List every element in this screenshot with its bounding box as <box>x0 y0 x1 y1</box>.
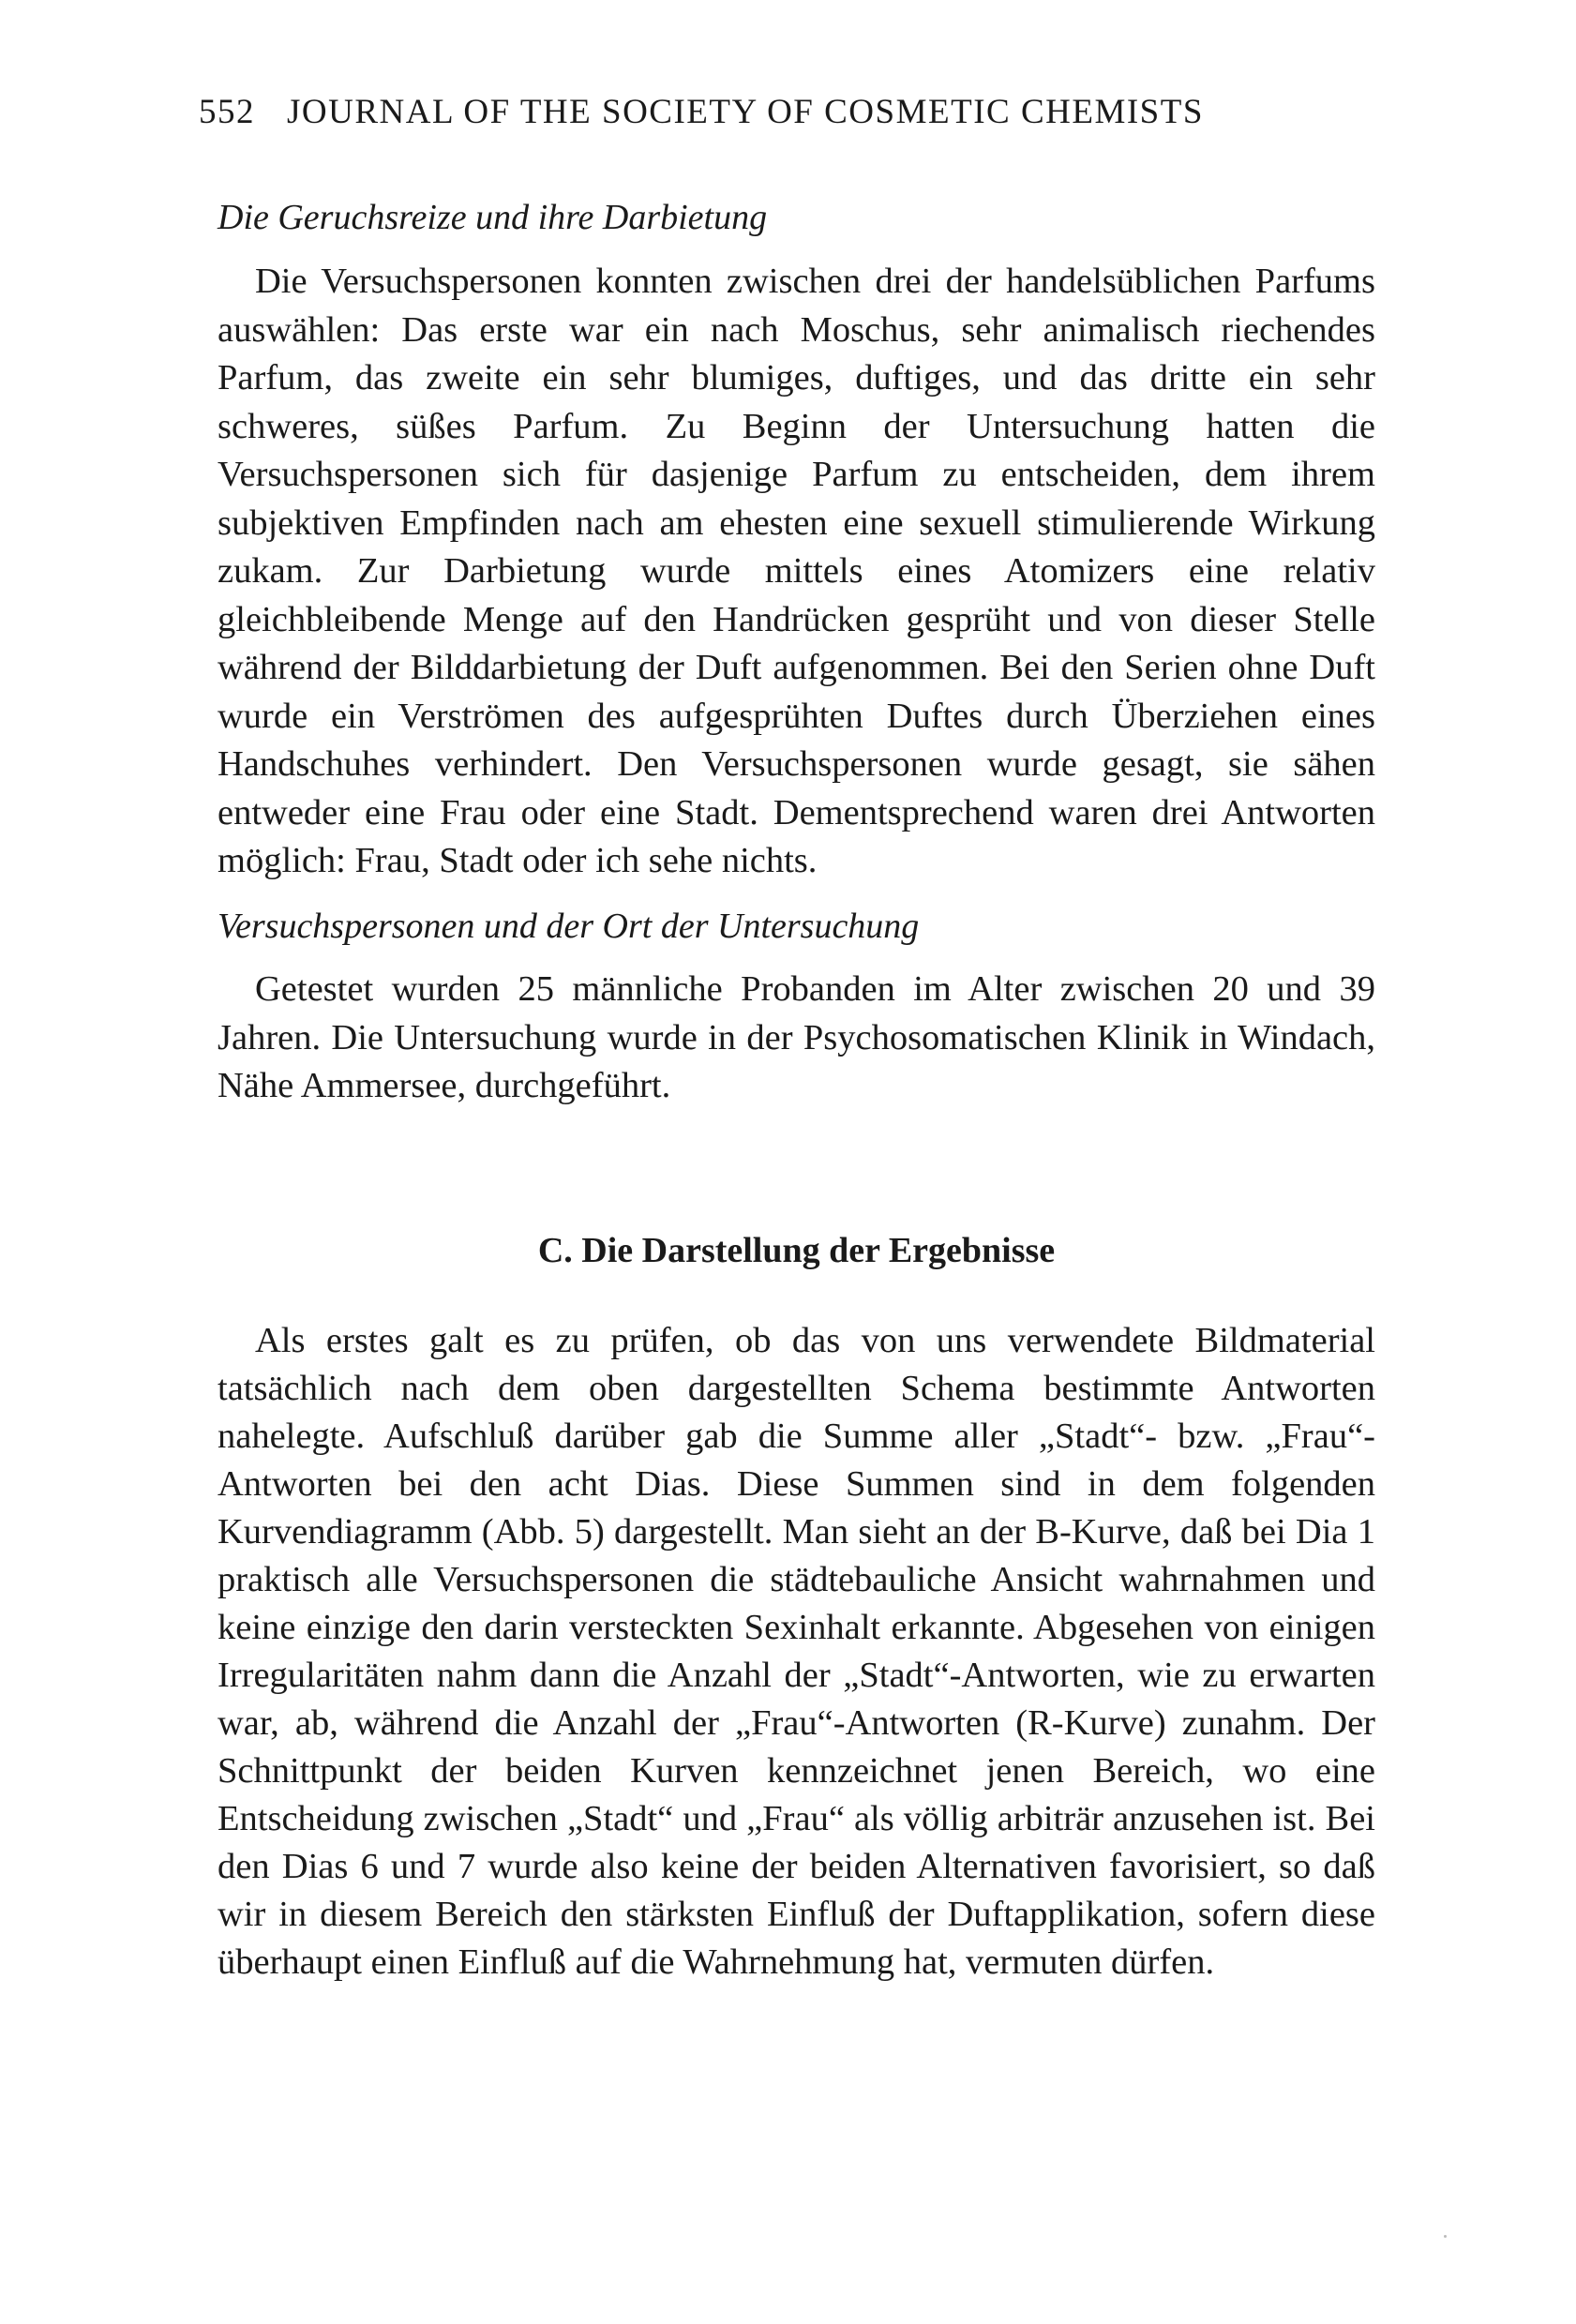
paragraph-ergebnisse: Als erstes galt es zu prüfen, ob das von uns verwendete Bildmaterial tatsächlich nach dem oben dargestellten Schema bestimmte Antworten nahelegte. Aufschluß darüber gab die Summe aller „Stadt“- bzw. „Frau“-Antworten bei den acht Dias. Diese Summen sind in dem folgenden Kurvendiagramm (Abb. 5) dargestellt. Man sieht an der B-Kurve, daß bei Dia 1 praktisch alle Versuchspersonen die städtebauliche Ansicht wahrnahmen und keine einzige den darin versteckten Sexinhalt erkannte. Abgesehen von einigen Irregularitäten nahm dann die Anzahl der „Stadt“-Antworten, wie zu erwarten war, ab, während die Anzahl der „Frau“-Antworten (R-Kurve) zunahm. Der Schnittpunkt der beiden Kurven kennzeichnet jenen Bereich, wo eine Entscheidung zwischen „Stadt“ und „Frau“ als völlig arbiträr anzusehen ist. Bei den Dias 6 und 7 wurde also keine der beiden Alternativen favorisiert, so daß wir in diesem Bereich den stärksten Einfluß der Duftapplikation, sofern diese überhaupt einen Einfluß auf die Wahrnehmung hat, vermuten dürfen. <box>218 1321 1375 1982</box>
journal-title: JOURNAL OF THE SOCIETY OF COSMETIC CHEMISTS <box>287 93 1204 131</box>
paragraph-geruchsreize: Die Versuchspersonen konnten zwischen drei der handelsüblichen Parfums auswählen: Das erste war ein nach Moschus, sehr animalisch riechendes Parfum, das zweite ein sehr blumiges, duftiges, und das dritte ein sehr schweres, süßes Parfum. Zu Beginn der Untersuchung hatten die Versuchspersonen sich für dasjenige Parfum zu entscheiden, dem ihrem subjektiven Empfinden nach am ehesten eine sexuell stimulierende Wirkung zukam. Zur Darbietung wurde mittels eines Atomizers eine relativ gleichbleibende Menge auf den Handrücken gesprüht und von dieser Stelle während der Bilddarbietung der Duft aufgenommen. Bei den Serien ohne Duft wurde ein Verströmen des aufgesprühten Duftes durch Überziehen eines Handschuhes verhindert. Den Versuchspersonen wurde gesagt, sie sähen entweder eine Frau oder eine Stadt. Dementsprechend waren drei Antworten möglich: Frau, Stadt oder ich sehe nichts. <box>218 262 1375 880</box>
section-heading-versuchspersonen: Versuchspersonen und der Ort der Untersuchung <box>218 907 920 946</box>
paragraph-versuchspersonen: Getestet wurden 25 männliche Probanden im Alter zwischen 20 und 39 Jahren. Die Untersuchung wurde in der Psychosomatischen Klinik in Windach, Nähe Ammersee, durchgeführt. <box>218 969 1375 1105</box>
section-heading-geruchsreize: Die Geruchsreize und ihre Darbietung <box>218 198 768 237</box>
section-heading-ergebnisse: C. Die Darstellung der Ergebnisse <box>537 1231 1056 1270</box>
page-number: 552 <box>199 93 255 131</box>
running-head <box>199 92 1305 132</box>
scan-speck <box>1444 2235 1447 2238</box>
